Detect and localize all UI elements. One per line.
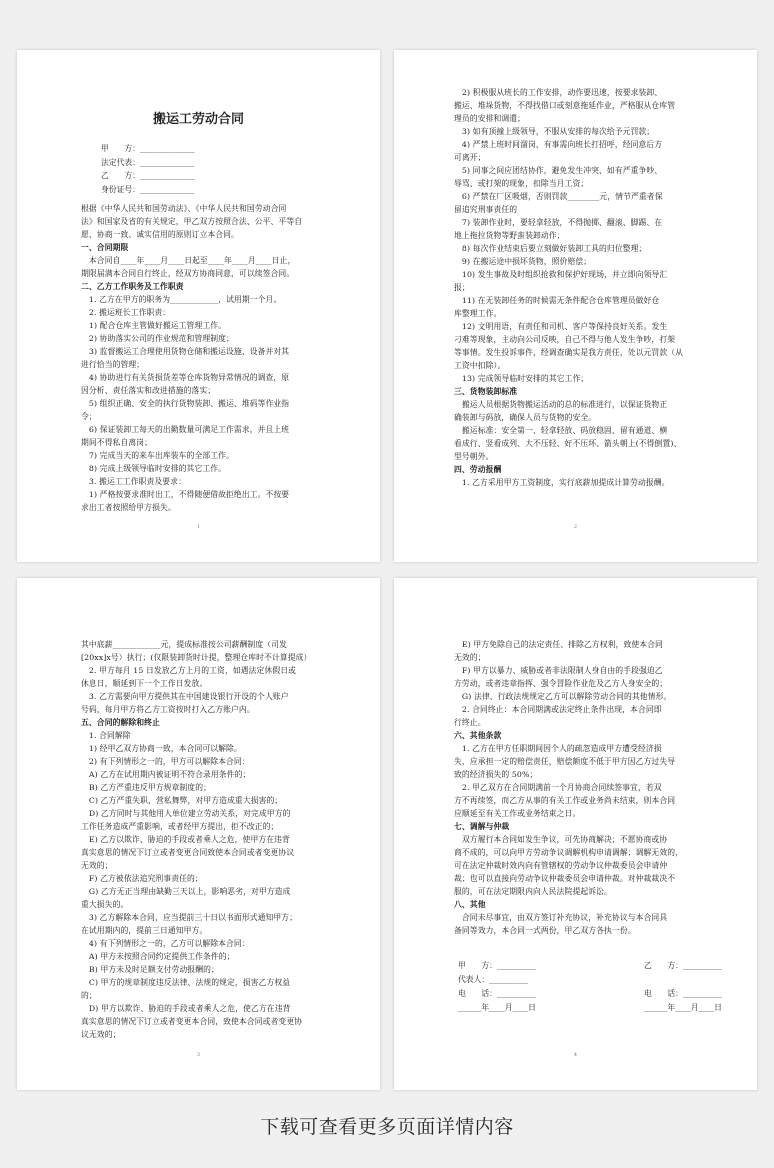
party-line: 乙 方：______________: [101, 171, 195, 180]
contract-page-4: [394, 578, 757, 1090]
text-line: 10) 发生事故及时组织抢救和保护好现场，并立即向领导汇: [454, 270, 668, 279]
text-line: 12) 文明用语，有责任和司机、客户等保持良好关系。发生: [454, 322, 668, 331]
text-line: 3. 乙方需要向甲方提供其在中国建设银行开设的个人账户: [81, 692, 289, 701]
text-line: 其中底薪____________元，提成标准按公司薪酬制度（司发: [81, 640, 287, 649]
text-line: 本合同自____年____月____日起至____年____月____日止，: [81, 256, 296, 265]
text-line: 1) 经甲乙双方协商一致，本合同可以解除。: [81, 744, 242, 753]
text-line: 11) 在无装卸任务的时候需无条件配合仓库管理员做好仓: [454, 296, 660, 305]
signature-left: ______年____月____日: [458, 1003, 536, 1012]
page-number: 1: [196, 524, 201, 530]
text-line: 议无效的；: [81, 1030, 121, 1039]
text-line: 1. 乙方在甲方任职期间因个人的疏忽造成甲方遭受经济损: [454, 744, 662, 753]
text-line: 令；: [81, 412, 97, 421]
text-line: 2. 甲乙双方在合同期满前一个月协商合同续签事宜，若双: [454, 783, 662, 792]
page-3-body: [81, 638, 352, 1041]
signature-right: ______年____月____日: [644, 1003, 722, 1012]
text-line: 工作任务造成严重影响，或者经甲方提出，拒不改正的；: [81, 822, 279, 831]
text-line: 方劳动，或者违章指挥、强令冒险作业危及乙方人身安全的；: [454, 679, 668, 688]
page-1-body: [81, 202, 352, 514]
text-line: 1. 乙方采用甲方工资制度，实行底薪加提成计算劳动报酬。: [454, 478, 670, 487]
text-line: 法》和国家及省的有关规定，甲乙双方按照合法、公平、平等自: [81, 217, 303, 226]
text-line: 4) 有下列情形之一的，乙方可以解除本合同：: [81, 939, 250, 948]
text-line: C) 甲方的规章制度违反法律、法规的规定，损害乙方权益: [81, 978, 291, 987]
text-line: 求出工者按照给甲方损失。: [81, 503, 176, 512]
text-line: 致的经济损失的 50%；: [454, 770, 538, 779]
text-line: 1. 乙方在甲方的职务为____________，试用期一个月。: [81, 295, 282, 304]
text-line: 服的，可在法定期限内向人民法院提起诉讼。: [454, 887, 612, 896]
contract-title: 搬运工劳动合同: [152, 112, 244, 127]
text-line: 确装卸与码放，确保人员与货物的安全。: [454, 413, 597, 422]
page-number: 3: [196, 1052, 201, 1058]
text-line: 根据《中华人民共和国劳动法》、《中华人民共和国劳动合同: [81, 204, 287, 213]
text-line: 重大损失的。: [81, 900, 129, 909]
page-number: 4: [573, 1052, 578, 1058]
text-line: 2) 有下列情形之一的，甲方可以解除本合同：: [81, 757, 250, 766]
text-line: F) 甲方以暴力、威胁或者非法限制人身自由的手段强迫乙: [454, 666, 663, 675]
text-line: 理员的安排和调遣；: [454, 114, 526, 123]
text-line: 2. 甲方每月 15 日发放乙方上月的工资，如遇法定休假日或: [81, 666, 297, 675]
text-line: 5) 同事之间应团结协作，避免发生冲突，如有严重争吵、: [454, 166, 663, 175]
text-line: 7) 完成当天的来车出库装车的全部工作。: [81, 451, 234, 460]
text-line: 无效的；: [81, 861, 113, 870]
text-line: 等事情。发生投诉事件，经调查确实是我方责任，处以元罚款（从: [454, 348, 684, 357]
text-line: 无效的；: [454, 653, 486, 662]
text-line: 搬运人员根据货物搬运活动的总的标准进行，以保证货物正: [454, 400, 668, 409]
text-line: A) 乙方在试用期内被证明不符合录用条件的；: [81, 770, 251, 779]
text-line: 3) 如有顶撞上级领导，不服从安排的每次给予元罚款；: [454, 127, 655, 136]
text-line: 在试用期内的，提前三日通知甲方。: [81, 926, 208, 935]
party-line: 甲 方：______________: [101, 144, 195, 153]
party-line: 身份证号：______________: [101, 184, 195, 194]
download-more-banner[interactable]: 下载可查看更多页面详情内容: [260, 1116, 514, 1138]
text-line: 三、货物装卸标准: [454, 387, 518, 396]
text-line: D) 乙方同时与其他用人单位建立劳动关系，对完成甲方的: [81, 809, 291, 818]
text-line: 2. 合同终止：本合同期满或法定终止条件出现，本合同即: [454, 705, 662, 714]
text-line: 2. 搬运班长工作职责：: [81, 308, 171, 317]
page-number: 2: [573, 524, 578, 530]
text-line: 商不成的，可以向甲方劳动争议调解机构申请调解；调解无效的，: [454, 848, 684, 857]
text-line: B) 甲方未及时足额支付劳动报酬的；: [81, 965, 219, 974]
text-line: 3. 搬运工工作职责及要求：: [81, 477, 186, 486]
text-line: 的；: [81, 991, 97, 1000]
text-line: 搬运、堆垛货物，不得找借口或刻意拖延作业，严格服从仓库管: [454, 101, 676, 110]
text-line: D) 甲方以欺诈、胁迫的手段或者乘人之危，使乙方在违背: [81, 1004, 291, 1013]
text-line: 工资中扣除）。: [454, 361, 506, 370]
text-line: 8) 完成上级领导临时安排的其它工作。: [81, 464, 227, 473]
text-line: 期限届满本合同自行终止，经双方协商同意，可以续签合同。: [81, 269, 295, 278]
text-line: 期间不得私自离岗；: [81, 438, 153, 447]
text-line: 13) 完成领导临时安排的其它工作；: [454, 374, 589, 383]
text-line: 辱骂、或打架的现象，扣除当月工资；: [454, 179, 589, 188]
signature-block: [454, 959, 729, 1015]
text-line: 3) 监督搬运工合理使用货物仓储和搬运设施、设备并对其: [81, 347, 290, 356]
page-2-body: [454, 86, 729, 489]
text-line: 刁难等现象，主动向公司反映，自己不得与他人发生争吵，打架: [454, 335, 676, 344]
text-line: 7) 装卸作业时，要轻拿轻放，不得抛掷、翻滚、脚踢、在: [454, 218, 663, 227]
text-line: 六、其他条款: [454, 731, 502, 740]
signature-right: 乙 方：__________: [644, 961, 722, 970]
text-line: 二、乙方工作职务及工作职责: [81, 282, 184, 291]
contract-page-1: [17, 50, 380, 562]
text-line: 1) 严格按要求准时出工，不得随便借故拒绝出工。不按要: [81, 490, 290, 499]
text-line: 真实意思的情况下订立或者变更本合同，致使本合同或者变更协: [81, 1017, 303, 1026]
text-line: 5) 组织正确、安全的执行货物装卸、搬运、堆码等作业指: [81, 399, 290, 408]
text-line: 6) 保证装卸工每天的出勤数量可满足工作需求，并且上班: [81, 425, 290, 434]
text-line: 1. 合同解除: [81, 731, 131, 740]
text-line: 行终止。: [454, 718, 486, 727]
contract-page-3: [17, 578, 380, 1090]
text-line: 合同未尽事宜，由双方签订补充协议，补充协议与本合同具: [454, 913, 668, 922]
page-4-body: [454, 638, 729, 937]
text-line: 愿、协商一致、诚实信用的原则订立本合同。: [81, 230, 239, 239]
text-line: A) 甲方未按照合同约定提供工作条件的；: [81, 952, 235, 961]
party-line: 法定代表：______________: [101, 157, 195, 167]
text-line: 七、调解与仲裁: [454, 822, 510, 831]
text-line: 因分析、责任落实和改进措施的落实；: [81, 386, 216, 395]
text-line: F) 乙方被依法追究刑事责任的；: [81, 874, 203, 883]
party-block: [81, 142, 352, 196]
text-line: 4) 协助进行有关货损货差等仓库货物异常情况的调查，原: [81, 373, 290, 382]
text-line: 失，应承担一定的赔偿责任，赔偿额度不低于甲方因乙方过失导: [454, 757, 676, 766]
text-line: 看成行、竖看成列、大不压轻、好不压坏、箭头朝上(不得倒置)、: [454, 439, 682, 448]
text-line: 一、合同期限: [81, 243, 129, 252]
text-line: 进行恰当的管理；: [81, 360, 145, 369]
text-line: 2) 积极服从班长的工作安排，动作要迅速，按要求装卸、: [454, 88, 663, 97]
text-line: 可在法定仲裁时效内向有管辖权的劳动争议仲裁委员会申请仲: [454, 861, 668, 870]
contract-page-2: [394, 50, 757, 562]
signature-left: 电 话：__________: [458, 989, 536, 998]
text-line: E) 甲方免除自己的法定责任、排除乙方权利，致使本合同: [454, 640, 663, 649]
text-line: 型号朝外。: [454, 452, 494, 461]
text-line: G) 乙方无正当理由缺勤三天以上，影响恶劣，对甲方造成: [81, 887, 291, 896]
text-line: 四、劳动报酬: [454, 465, 502, 474]
text-line: 8) 每次作业结束后要立刻做好装卸工具的归位整理；: [454, 244, 647, 253]
text-line: [20xx]x号）执行；(仅限装卸货时计提，整理仓库时不计算提成）: [81, 653, 312, 662]
text-line: C) 乙方严重失职，营私舞弊，对甲方造成重大损害的；: [81, 796, 283, 805]
signature-left: 甲 方：__________: [458, 961, 536, 970]
text-line: 可离开；: [454, 153, 486, 162]
text-line: 五、合同的解除和终止: [81, 718, 160, 727]
text-line: 6) 严禁在厂区吸烟，否则罚款________元，情节严重者保: [454, 192, 663, 201]
text-line: 八、其他: [454, 900, 486, 909]
text-line: 备同等效力，本合同一式两份，甲乙双方各执一份。: [454, 926, 636, 935]
text-line: 休息日，顺延到下一个工作日发放。: [81, 679, 208, 688]
text-line: 3) 乙方解除本合同，应当提前三十日以书面形式通知甲方；: [81, 913, 298, 922]
text-line: 1) 配合仓库主管做好搬运工管理工作。: [81, 321, 227, 330]
text-line: 9) 在搬运途中损坏货物，照价赔偿；: [454, 257, 592, 266]
text-line: 库整理工作。: [454, 309, 502, 318]
text-line: B) 乙方严重违反甲方规章制度的；: [81, 783, 212, 792]
text-line: 应顺延至有关工作或业务结束之日。: [454, 809, 581, 818]
text-line: 方不再续签，而乙方从事的有关工作或业务尚未结束，则本合同: [454, 796, 676, 805]
signature-left: 代表人：__________: [458, 975, 529, 984]
text-line: 裁；也可以直接向劳动争议仲裁委员会申请仲裁。对仲裁裁决不: [454, 874, 676, 883]
text-line: G) 法律、行政法规规定乙方可以解除劳动合同的其他情形。: [454, 692, 672, 701]
text-line: 真实意思的情况下订立或者变更合同致使本合同或者变更协议: [81, 848, 295, 857]
text-line: 地上拖拉货物等野蛮装卸动作；: [454, 231, 565, 240]
text-line: 搬运标准：安全第一、轻拿轻放、码放稳固、留有通道、横: [454, 426, 668, 435]
text-line: 双方履行本合同如发生争议，可先协商解决；不愿协商或协: [454, 835, 668, 844]
text-line: 4) 严禁上班时间溜岗，有事需向班长打招呼，经同意后方: [454, 140, 663, 149]
text-line: 号码，每月甲方将乙方工资按时打入乙方账户内。: [81, 705, 255, 714]
signature-right: 电 话：__________: [644, 989, 722, 998]
text-line: 报；: [454, 283, 470, 292]
text-line: 2) 协助落实公司的作业规范和管理制度；: [81, 334, 234, 343]
text-line: 留追究刑事责任的: [454, 205, 518, 214]
text-line: E) 乙方以欺诈、胁迫的手段或者乘人之危，使甲方在违背: [81, 835, 290, 844]
